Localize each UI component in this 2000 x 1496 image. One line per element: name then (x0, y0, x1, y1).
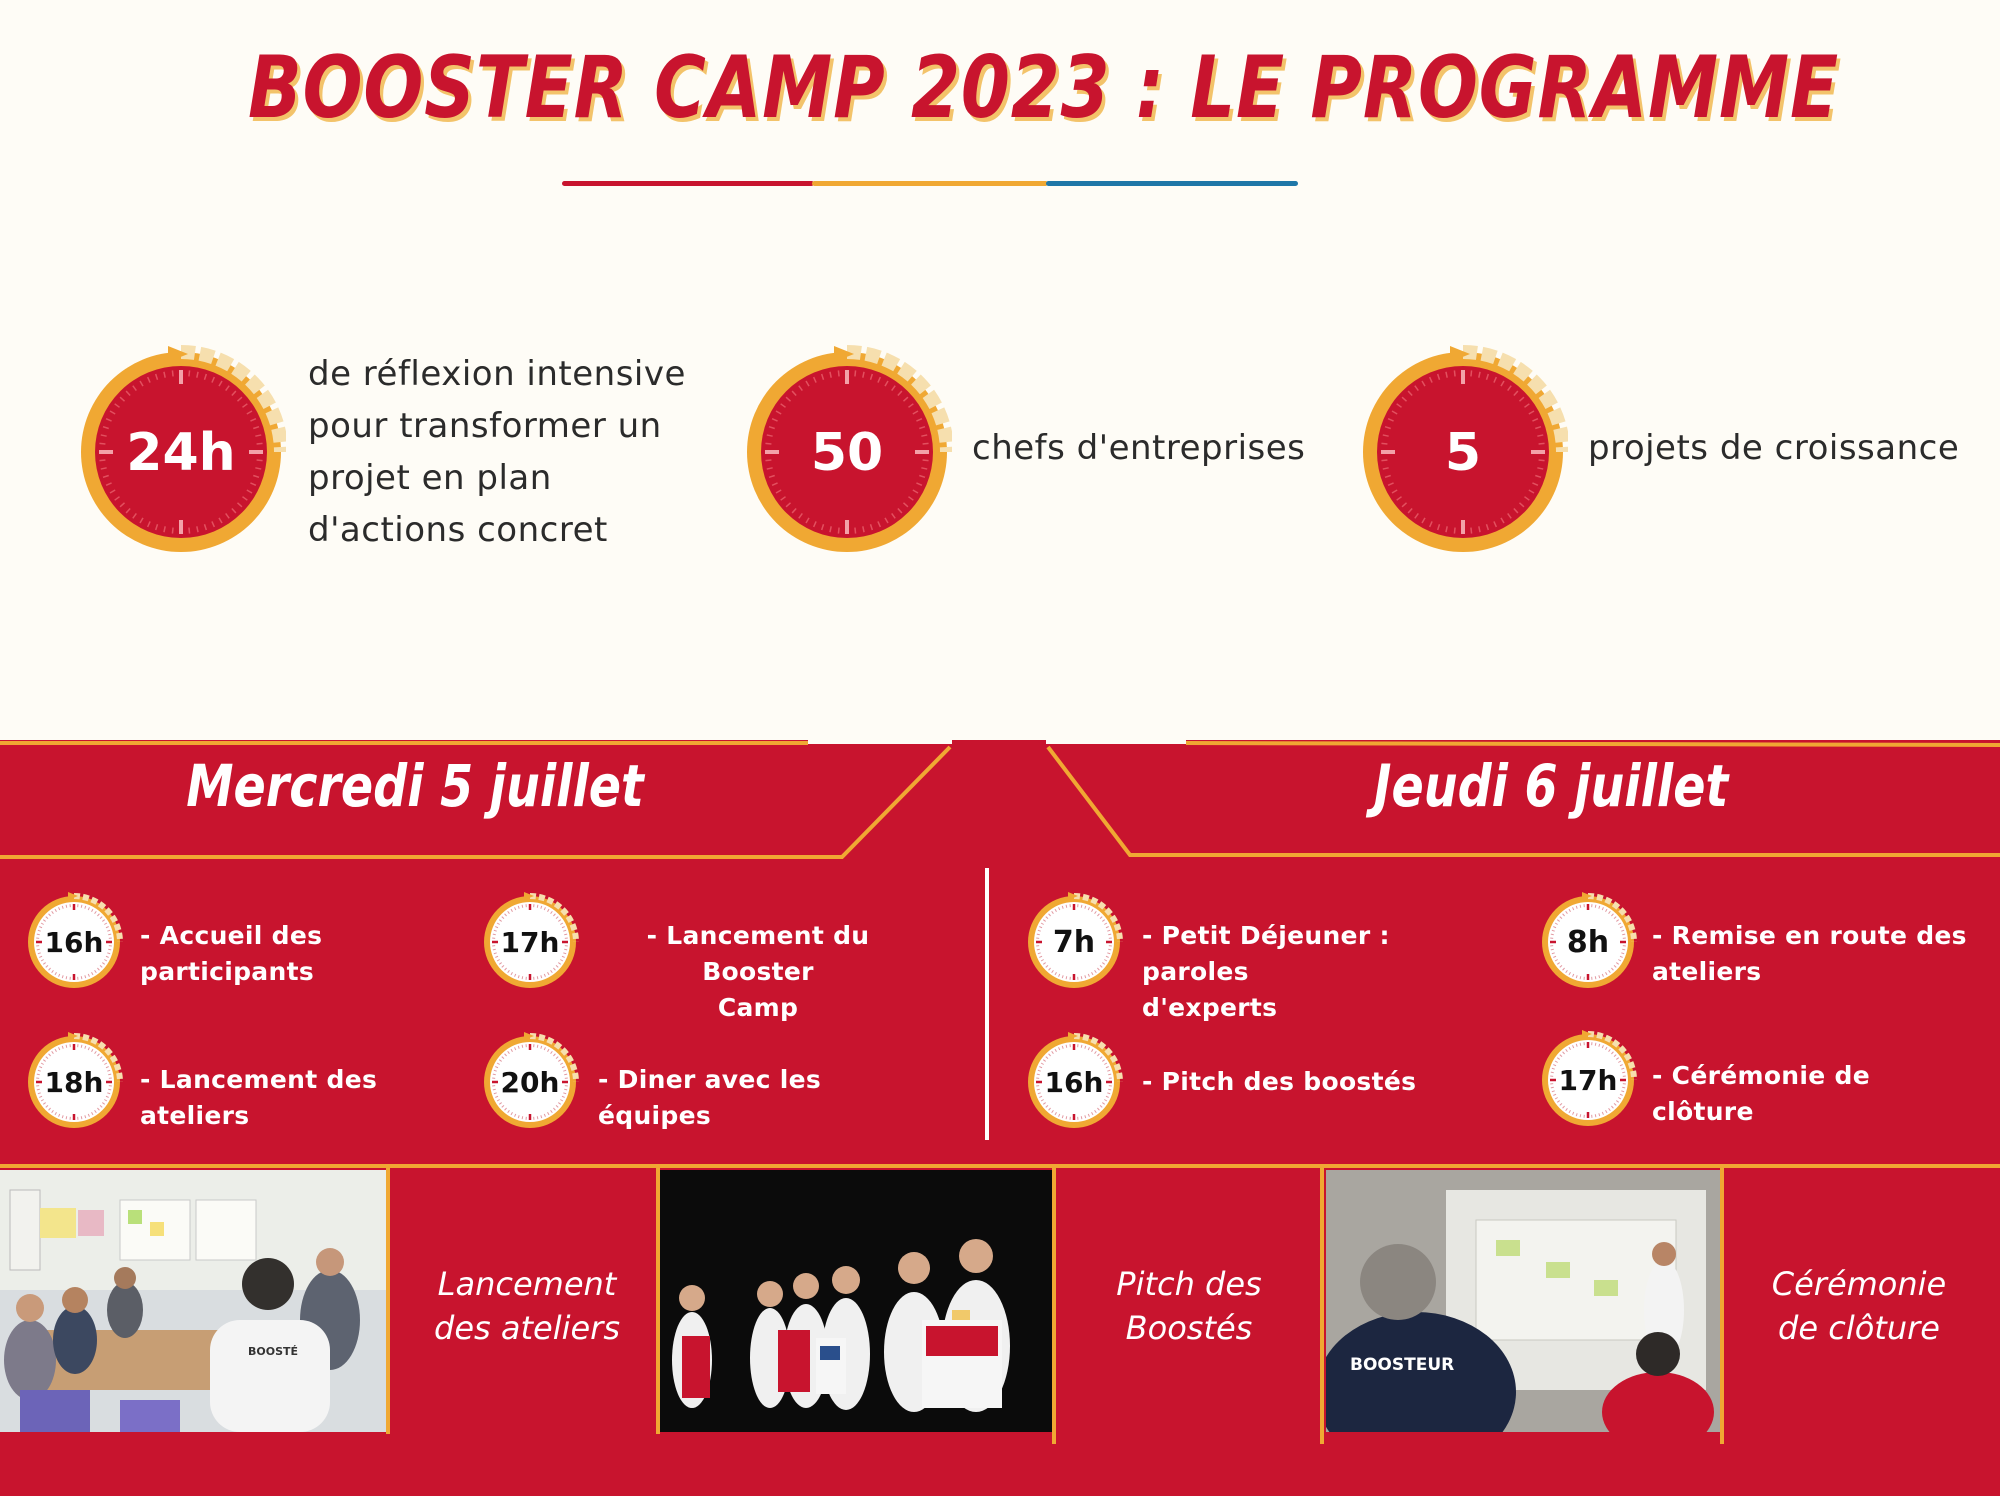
stat-projects-text (1588, 422, 1988, 474)
stat-hours-text (308, 348, 728, 556)
clock-time-label: 20h (500, 1066, 560, 1099)
closing-ceremony-photo (1326, 1170, 1720, 1432)
stat-leaders-line-1: chefs d'entreprises (972, 428, 1306, 468)
clock-time-label: 16h (1044, 1066, 1104, 1099)
schedule-item-wed-17h (600, 918, 916, 1026)
schedule-item-thu-17h (1652, 1058, 1982, 1130)
stat-projects-line-1: projets de croissance (1588, 428, 1960, 468)
schedule-divider (985, 868, 989, 1140)
stat-hours-line-3: projet en plan (308, 458, 552, 498)
schedule-item-wed-18h-line-2: ateliers (140, 1101, 250, 1130)
schedule-item-thu-16h (1142, 1064, 1502, 1100)
stopwatch-icon-leaders (742, 344, 952, 554)
stat-hours-line-4: d'actions concret (308, 510, 608, 550)
stat-value: 24h (126, 423, 236, 483)
schedule-item-wed-18h (140, 1062, 440, 1134)
caption-pitch (1058, 1262, 1320, 1350)
clock-time-label: 8h (1566, 925, 1610, 960)
schedule-item-thu-17h-line-2: clôture (1652, 1097, 1754, 1126)
caption-workshop (396, 1262, 658, 1350)
schedule-item-wed-16h-line-1: - Accueil des (140, 921, 323, 950)
schedule-item-thu-8h-line-2: ateliers (1652, 957, 1762, 986)
closing-shirt-text: BOOSTEUR (1350, 1355, 1455, 1375)
clock-icon-wed-17h (480, 890, 580, 990)
clock-time-label: 17h (500, 926, 560, 959)
title-underline-blue (1046, 181, 1298, 186)
schedule-item-wed-17h-line-2: Camp (717, 993, 799, 1022)
schedule-item-wed-20h-line-1: - Diner avec les (598, 1065, 822, 1094)
stat-leaders-text (972, 422, 1332, 474)
page-title: BOOSTER CAMP 2023 : LE PROGRAMME (248, 38, 1840, 138)
stat-hours-line-1: de réflexion intensive (308, 354, 686, 394)
day-header-wednesday: Mercredi 5 juillet (186, 752, 644, 820)
clock-time-label: 7h (1052, 925, 1096, 960)
day-header-thursday: Jeudi 6 juillet (1373, 752, 1729, 820)
schedule-item-wed-16h-line-2: participants (140, 957, 314, 986)
clock-icon-thu-16h (1024, 1030, 1124, 1130)
caption-workshop-line-2: des ateliers (434, 1309, 620, 1347)
stat-value: 5 (1444, 423, 1482, 483)
clock-time-label: 16h (44, 926, 104, 959)
stopwatch-icon-hours (76, 344, 286, 554)
caption-pitch-line-1: Pitch des (1116, 1265, 1262, 1303)
workshop-shirt-text: BOOSTÉ (248, 1345, 299, 1358)
caption-closing-line-2: de clôture (1778, 1309, 1940, 1347)
clock-icon-thu-7h (1024, 890, 1124, 990)
schedule-item-wed-20h (598, 1062, 898, 1134)
caption-pitch-line-2: Boostés (1125, 1309, 1253, 1347)
clock-icon-wed-18h (24, 1030, 124, 1130)
schedule-item-wed-16h (140, 918, 440, 990)
schedule-item-thu-7h-line-2: d'experts (1142, 993, 1278, 1022)
schedule-item-thu-8h (1652, 918, 1982, 990)
caption-closing (1728, 1262, 1990, 1350)
schedule-item-wed-17h-line-1: - Lancement du Booster (646, 921, 870, 986)
workshop-photo (0, 1170, 386, 1432)
clock-time-label: 18h (44, 1066, 104, 1099)
stat-hours-line-2: pour transformer un (308, 406, 662, 446)
stopwatch-icon-projects (1358, 344, 1568, 554)
title-underline-orange (812, 181, 1048, 186)
stat-value: 50 (810, 423, 884, 483)
clock-icon-thu-8h (1538, 890, 1638, 990)
schedule-item-thu-7h (1142, 918, 1502, 1026)
schedule-item-wed-20h-line-2: équipes (598, 1101, 712, 1130)
clock-icon-thu-17h (1538, 1028, 1638, 1128)
clock-icon-wed-16h (24, 890, 124, 990)
schedule-item-wed-18h-line-1: - Lancement des (140, 1065, 378, 1094)
caption-closing-line-1: Cérémonie (1771, 1265, 1947, 1303)
schedule-item-thu-17h-line-1: - Cérémonie de (1652, 1061, 1870, 1090)
clock-icon-wed-20h (480, 1030, 580, 1130)
schedule-item-thu-16h-line-1: - Pitch des boostés (1142, 1067, 1417, 1096)
pitch-photo (660, 1170, 1052, 1432)
clock-time-label: 17h (1558, 1064, 1618, 1097)
caption-workshop-line-1: Lancement (437, 1265, 617, 1303)
schedule-item-thu-8h-line-1: - Remise en route des (1652, 921, 1967, 950)
schedule-item-thu-7h-line-1: - Petit Déjeuner : paroles (1142, 921, 1390, 986)
title-underline-red (562, 181, 814, 186)
